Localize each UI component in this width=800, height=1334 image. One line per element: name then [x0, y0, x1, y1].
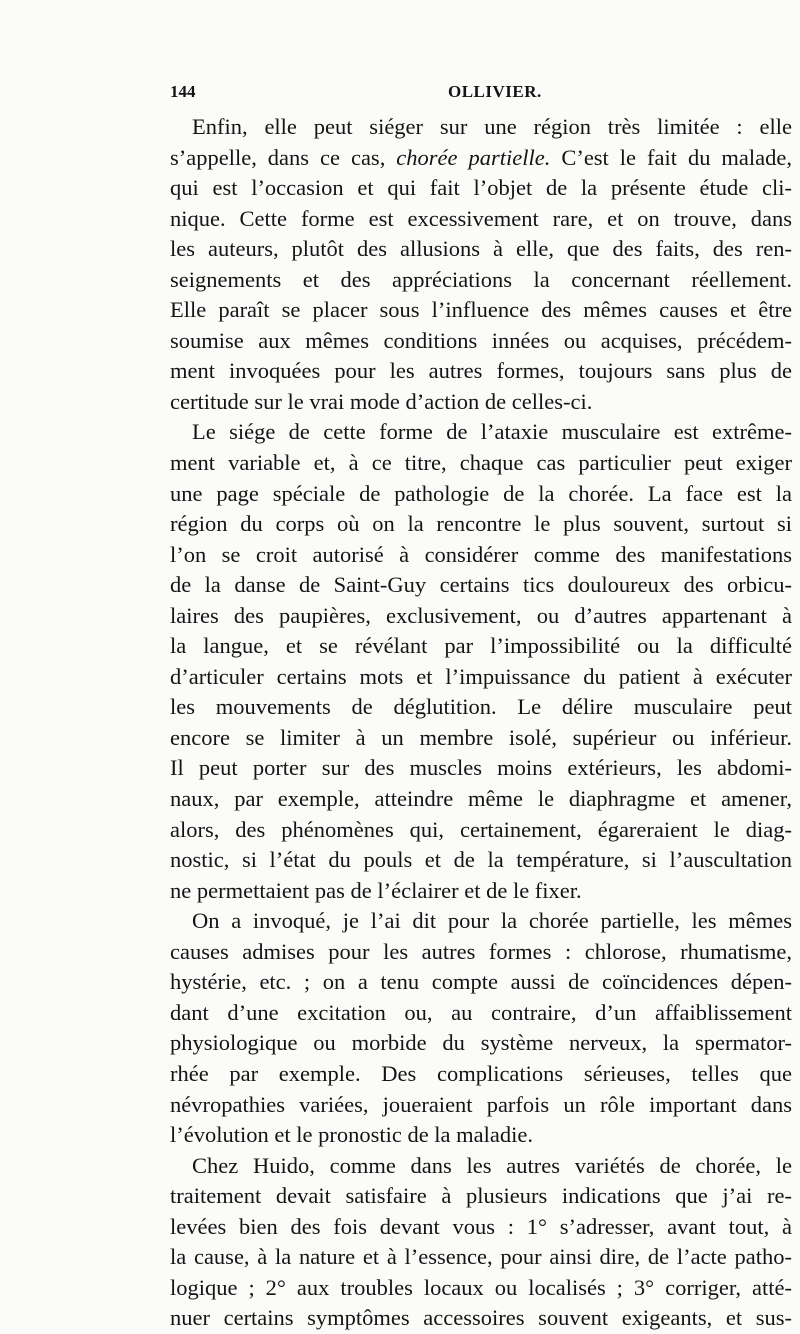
text-line: naux, par exemple, atteindre même le diaphragme et amener, [170, 786, 792, 812]
text-line: Il peut porter sur des muscles moins extérieurs, les abdomi- [170, 755, 792, 781]
text-line: l’évolution et le pronostic de la maladie. [170, 1122, 534, 1148]
text-line: encore se limiter à un membre isolé, supérieur ou inférieur. [170, 724, 792, 750]
text-span: s’appelle, dans ce cas, [170, 144, 397, 170]
text-line: une page spéciale de pathologie de la chorée. La face est la [170, 480, 792, 506]
text-span: C’est le fait du malade, [550, 144, 792, 170]
text-line: Elle paraît se placer sous l’influence des mêmes causes et être [170, 297, 792, 323]
text-line: ment invoquées pour les autres formes, toujours sans plus de [170, 358, 792, 384]
text-line: soumise aux mêmes conditions innées ou acquises, précédem- [170, 327, 792, 353]
text-line: de la danse de Saint-Guy certains tics douloureux des orbicu- [170, 572, 792, 598]
text-line: nique. Cette forme est excessivement rare, et on trouve, dans [170, 205, 792, 231]
running-head [170, 82, 792, 108]
text-line: rhée par exemple. Des complications sérieuses, telles que [170, 1060, 792, 1086]
text-line: l’on se croit autorisé à considérer comme des manifestations [170, 541, 792, 567]
text-line: traitement devait satisfaire à plusieurs indications que j’ai re- [170, 1183, 792, 1209]
text-line: ne permettaient pas de l’éclairer et de le fixer. [170, 877, 582, 903]
text-line-with-italic [170, 143, 792, 174]
text-line: dant d’une excitation ou, au contraire, d’un affaiblissement [170, 999, 792, 1025]
text-line: la cause, à la nature et à l’essence, pour ainsi dire, de l’acte patho- [170, 1244, 792, 1270]
text-line: région du corps où on la rencontre le plus souvent, surtout si [170, 511, 792, 537]
text-line: nuer certains symptômes accessoires souvent exigeants, et sus- [170, 1305, 792, 1331]
text-line: causes admises pour les autres formes : chlorose, rhumatisme, [170, 938, 792, 964]
text-line: Le siége de cette forme de l’ataxie musculaire est extrême- [192, 419, 792, 445]
text-line: d’articuler certains mots et l’impuissance du patient à exécuter [170, 663, 792, 689]
running-title: OLLIVIER. [448, 82, 542, 101]
body-text [170, 112, 792, 1334]
page-number: 144 [170, 82, 196, 101]
text-line: alors, des phénomènes qui, certainement, égareraient le diag- [170, 816, 792, 842]
text-line: ment variable et, à ce titre, chaque cas particulier peut exiger [170, 450, 792, 476]
text-line: laires des paupières, exclusivement, ou d’autres appartenant à [170, 602, 792, 628]
text-line: la langue, et se révélant par l’impossibilité ou la difficulté [170, 633, 792, 659]
text-line: les auteurs, plutôt des allusions à elle, que des faits, des ren- [170, 236, 792, 262]
text-line: les mouvements de déglutition. Le délire musculaire peut [170, 694, 792, 720]
text-line: qui est l’occasion et qui fait l’objet de la présente étude cli- [170, 175, 792, 201]
text-line: Chez Huido, comme dans les autres variétés de chorée, le [192, 1152, 792, 1178]
italic-term: chorée partielle. [396, 144, 551, 170]
text-line: nostic, si l’état du pouls et de la température, si l’auscultation [170, 847, 792, 873]
text-line: seignements et des appréciations la concernant réellement. [170, 266, 792, 292]
text-line: certitude sur le vrai mode d’action de celles-ci. [170, 388, 593, 414]
text-line: Enfin, elle peut siéger sur une région très limitée : elle [192, 114, 792, 139]
text-line: levées bien des fois devant vous : 1° s’adresser, avant tout, à [170, 1213, 792, 1239]
text-line: hystérie, etc. ; on a tenu compte aussi de coïncidences dépen- [170, 969, 792, 995]
text-line: physiologique ou morbide du système nerveux, la spermator- [170, 1030, 792, 1056]
text-line: On a invoqué, je l’ai dit pour la chorée partielle, les mêmes [192, 908, 792, 934]
text-line: névropathies variées, joueraient parfois un rôle important dans [170, 1091, 792, 1117]
text-line: logique ; 2° aux troubles locaux ou localisés ; 3° corriger, atté- [170, 1274, 792, 1300]
